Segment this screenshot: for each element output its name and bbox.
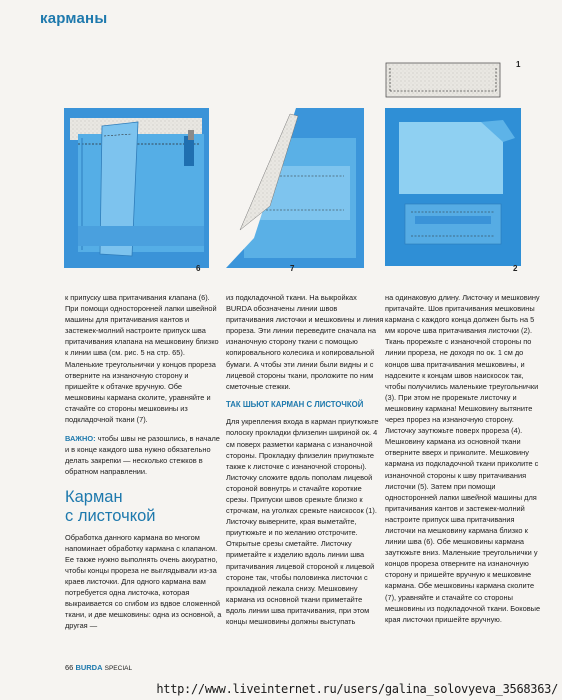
subheading: ТАК ШЬЮТ КАРМАН С ЛИСТОЧКОЙ bbox=[226, 399, 364, 409]
figure-1 bbox=[384, 60, 521, 100]
figure-2 bbox=[385, 108, 525, 278]
figure-6-drawing bbox=[60, 108, 215, 276]
note-label: ВАЖНО: bbox=[65, 434, 96, 444]
figure-2-drawing bbox=[385, 108, 525, 278]
watermark-url: http://www.liveinternet.ru/users/galina_solovyeva_3568363/ bbox=[156, 682, 558, 696]
paragraph: Для укрепления входа в карман приутюжьте полоску прокладки флизелин шириной ок. 4 см поверх разметки кармана с изнаночной стороны. Прокладку флизелин приутюжьте также к листочке с изнаночной стороны). Листочку сложите вдоль пополам лицевой стороной вовнутрь и стачайте короткие срезы. Припуски швов срежьте близко к строчкам, на уголках срежьте наискосок (1). Листочку выверните, края выметайте, приутюжьте и по желанию отстрочите. Открытые срезы сметайте. Листочку приметайте к изделию вдоль линии шва притачивания лицевой стороной к лицевой стороне так, чтобы половинка листочки с прокладкой лежала снизу. Мешковину кармана из основной ткани приметайте вдоль линии шва притачивания, при этом концы мешковины должны выступать bbox=[226, 417, 379, 627]
section-title-line-2: с листочкой bbox=[65, 506, 156, 525]
edition-name: SPECIAL bbox=[104, 665, 133, 672]
figure-6 bbox=[60, 108, 215, 276]
paragraph: из подкладочной ткани. На выкройках BURDA обозначены линии швов притачивания листочки и мешковины и линия прореза. Эти линии переведите сначала на изнаночную сторону ткани с помощью копировального колесика и копировальной бумаги. А чтобы эти линии были видны и с лицевой стороны ткани, проложите по ним сметочные стежки. bbox=[226, 293, 384, 391]
section-title bbox=[65, 488, 223, 526]
text-column-1 bbox=[65, 292, 223, 631]
figure-number: 6 bbox=[196, 264, 201, 273]
figure-1-drawing bbox=[384, 60, 504, 100]
figure-number: 7 bbox=[290, 264, 295, 273]
section-title-line-1: Карман bbox=[65, 487, 123, 506]
figure-number: 2 bbox=[513, 264, 518, 273]
section-header: карманы bbox=[40, 10, 108, 27]
page-number: 66 bbox=[65, 663, 74, 672]
note bbox=[65, 433, 223, 477]
note-text: чтобы швы не разошлись, в начале и в конце каждого шва нужно обязательно делать закрепки — несколько стежков в обратном направлении. bbox=[65, 434, 220, 477]
brand-name: BURDA bbox=[75, 663, 103, 672]
figure-7 bbox=[226, 108, 374, 276]
text-column-2 bbox=[226, 292, 384, 627]
paragraph: на одинаковую длину. Листочку и мешковину притачайте. Шов притачивания мешковины кармана с каждого конца должен быть на 5 мм короче шва притачивания листочки (2). Ткань прорежьте с изнаночной стороны по линии прореза, не доходя по ок. 1 см до концов шва притачивания мешковины, и надсеките к концам швов наискосок так, чтобы получились маленькие треугольнички (3). При этом не прорежьте листочку и мешковину кармана! Мешковину вытяните через прорез на изнаночную сторону. Листочку заутюжьте поверх прореза (4). Мешковину кармана из основной ткани отверните вверх и приколите. Мешковину кармана из подкладочной ткани приколите с изнаночной стороны к шву притачивания листочки (5). Затем при помощи односторонней лапки швейной машины для притачивания кантов и застежек-молний настроите припуск шва притачивания листочки на мешковину кармана близко к линии шва (6). Обе мешковины кармана заутюжьте вниз. Маленькие треугольнички у концов прореза отверните на изнаночную сторону и пришейте вручную к мешковине кармана. Обе мешковины кармана сколите (7), уравняйте и стачайте со стороны мешковины из подкладочной ткани. Боковые края листочки пришейте вручную. bbox=[385, 293, 541, 624]
text-column-3 bbox=[385, 292, 543, 625]
paragraph: Обработка данного кармана во многом напоминает обработку кармана с клапаном. Ее также нужно выполнять очень аккуратно, чтобы концы прореза не выглядывали из-за краев листочки. Для одного кармана вам потребуется одна листочка, которая выкраивается со сгибом из вдвое сложенной ткани, и две мешковины: одна из основной, а другая — bbox=[65, 532, 222, 631]
figure-number: 1 bbox=[516, 60, 521, 69]
paragraph: к припуску шва притачивания клапана (6). При помощи односторонней лапки швейной машины для притачивания кантов и застежек-молний настроите припуск шва притачивания клапана на мешковину близко к линии шва (см. рис. 5 на стр. 65). Маленькие треугольнички у концов прореза отверните на изнаночную сторону и пришейте к обтачке вручную. Обе мешковины кармана сколите, уравняйте и стачайте со стороны мешковины из подкладочной ткани (7). bbox=[65, 293, 219, 425]
page-footer bbox=[65, 663, 132, 672]
figure-7-drawing bbox=[226, 108, 374, 276]
